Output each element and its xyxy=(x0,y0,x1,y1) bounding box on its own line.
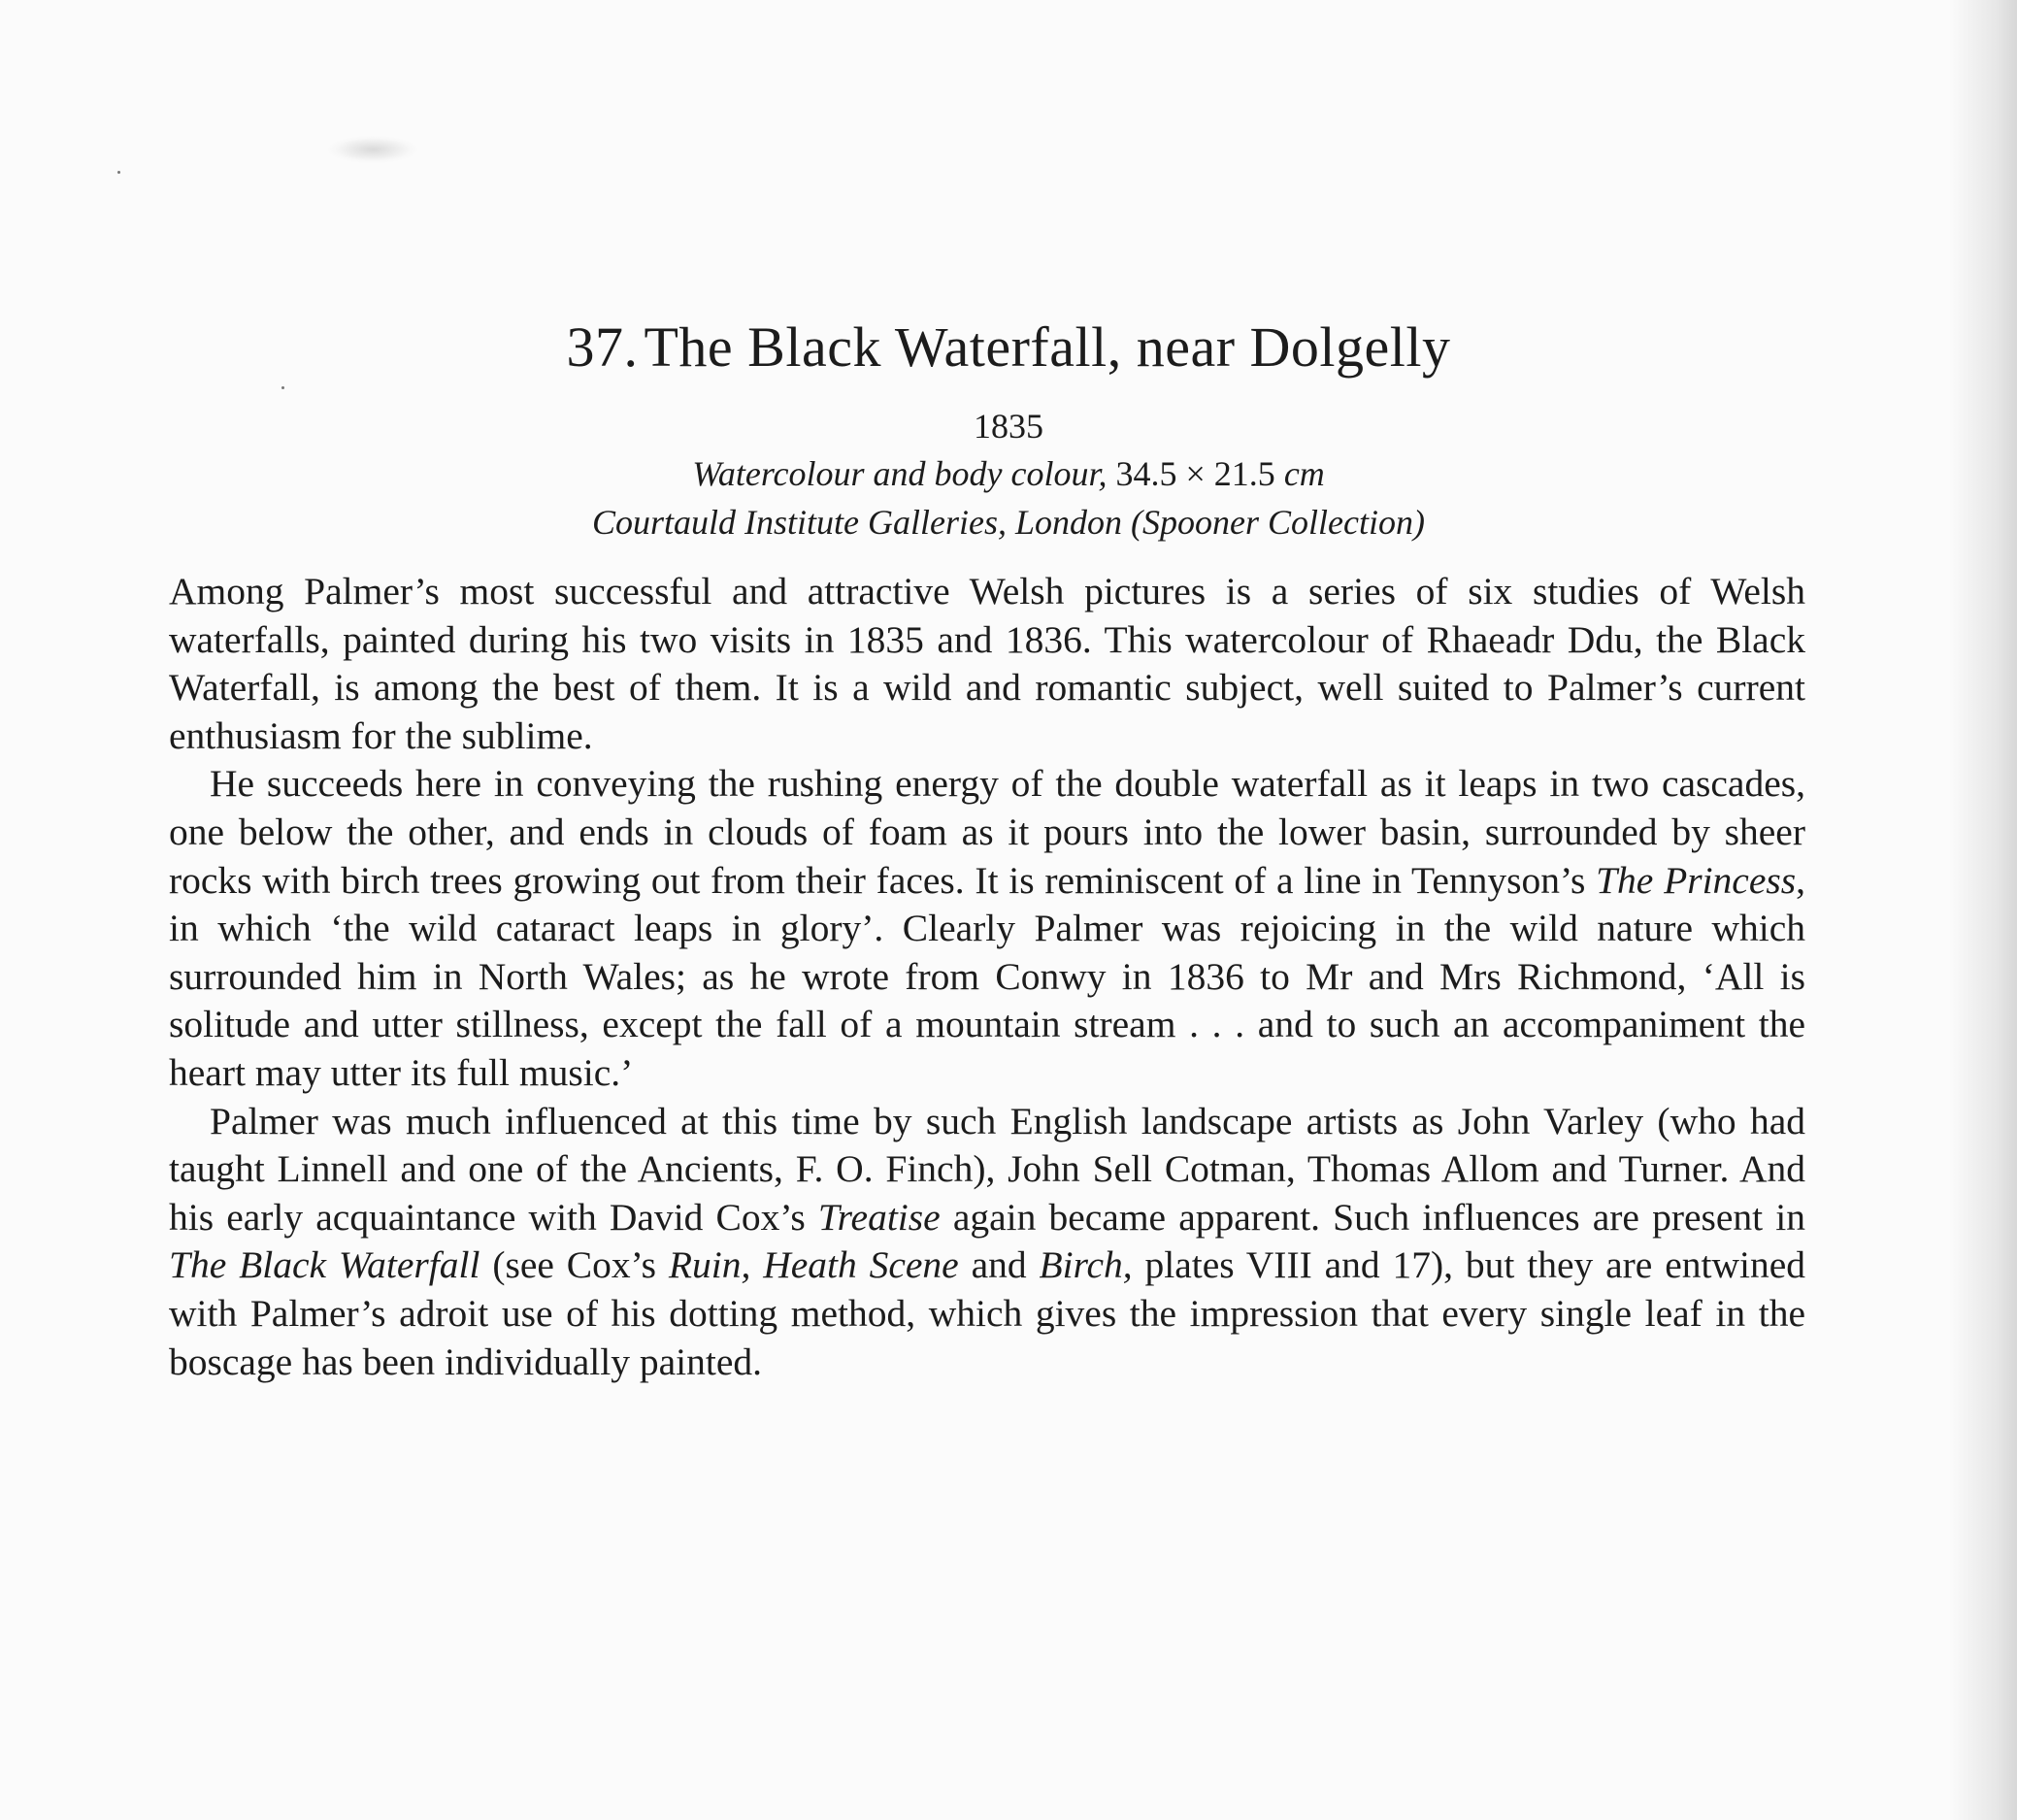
paragraph-3-text: (see Cox’s xyxy=(479,1243,669,1287)
work-title-black-waterfall: The Black Waterfall xyxy=(169,1243,480,1287)
unit-text: cm xyxy=(1283,454,1325,493)
paragraph-2-text: , in which ‘the wild cataract leaps in glory’. Clearly Palmer was rejoicing in the wild nature which surrounded him in North Wales; as he wrote from Conwy in 1836 to Mr and Mrs Richmond, ‘All is solitude and utter stillness, except the fall of a mountain stream . . . and to such an accompaniment the heart may utter its full music.’ xyxy=(169,858,1805,1094)
plate-number: 37. xyxy=(566,315,639,379)
paragraph-2-text: He succeeds here in conveying the rushing energy of the double waterfall as it leaps in two cascades, one below the other, and ends in clouds of foam as it pours into the lower basin, surrounded by sheer rocks with birch trees growing out from their faces. It is reminiscent of a line in Tennyson’s xyxy=(169,762,1805,902)
paragraph-3 xyxy=(169,1098,1805,1387)
medium-text: Watercolour and body colour, xyxy=(692,454,1108,493)
caption-year: 1835 xyxy=(974,407,1043,446)
paragraph-3-text: again became apparent. Such influences are present in xyxy=(940,1195,1805,1239)
paragraph-1: Among Palmer’s most successful and attractive Welsh pictures is a series of six studies of Welsh waterfalls, painted during his two visits in 1835 and 1836. This watercolour of Rhaeadr Ddu, the Black Waterfall, is among the best of them. It is a wild and romantic subject, well suited to Palmer’s current enthusiasm for the sublime. xyxy=(169,570,1805,757)
dimensions-text: 34.5 × 21.5 xyxy=(1115,454,1275,493)
book-title-treatise: Treatise xyxy=(817,1195,941,1239)
plate-title: The Black Waterfall, near Dolgelly xyxy=(644,315,1451,379)
caption-medium xyxy=(0,449,2017,498)
work-title-ruin-heath-scene: Ruin, Heath Scene xyxy=(668,1243,959,1287)
page-title xyxy=(0,309,2017,386)
work-title-birch: Birch, xyxy=(1039,1243,1133,1287)
paragraph-2 xyxy=(169,760,1805,1097)
page-edge-shadow xyxy=(1949,0,2017,1820)
paragraph-3-text: Palmer was much influenced at this time by such English landscape artists as John Varley (who had taught Linnell and one of the Ancients, F. O. Finch), John Sell Cotman, Thomas Allom and Turner. And his early acquaintance with David Cox’s xyxy=(169,1099,1805,1239)
paragraph-3-text: plates VIII and 17), but they are entwined with Palmer’s adroit use of his dotting method, which gives the impression that every single leaf in the boscage has been individually painted. xyxy=(169,1243,1805,1383)
body-text xyxy=(169,568,1805,1386)
paragraph-3-text: and xyxy=(958,1243,1040,1287)
book-title-the-princess: The Princess xyxy=(1596,858,1797,902)
scan-speck xyxy=(117,171,120,174)
caption-collection: Courtauld Institute Galleries, London (Spooner Collection) xyxy=(592,503,1425,542)
scan-smudge xyxy=(328,136,417,163)
scan-speck xyxy=(281,386,284,389)
